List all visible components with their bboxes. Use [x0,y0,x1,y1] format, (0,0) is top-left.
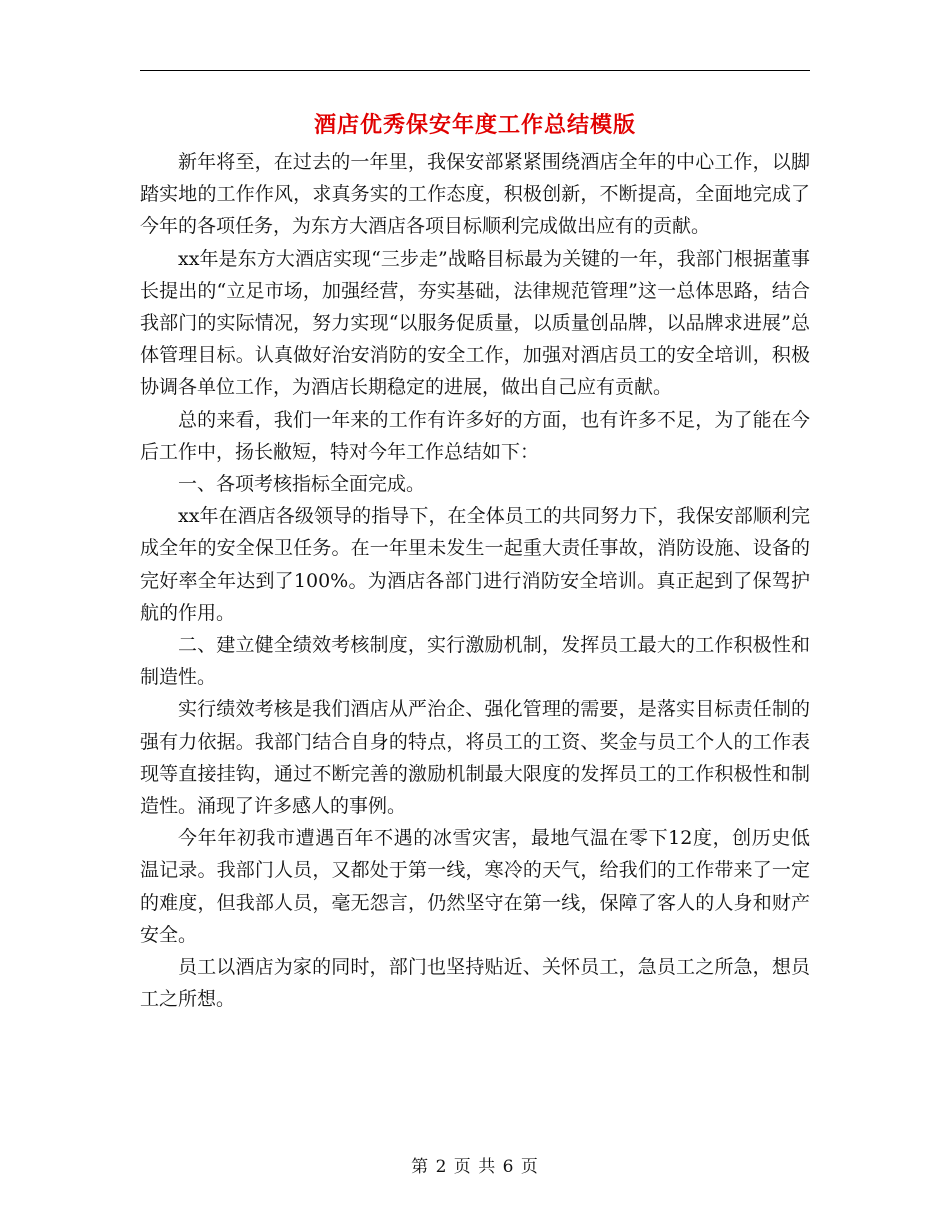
section-heading: 二、建立健全绩效考核制度，实行激励机制，发挥员工最大的工作积极性和制造性。 [140,634,810,689]
page-number-footer: 第 2 页 共 6 页 [411,1157,539,1177]
paragraph: 实行绩效考核是我们酒店从严治企、强化管理的需要，是落实目标责任制的强有力依据。我部门结合自身的特点，将员工的工资、奖金与员工个人的工作表现等直接挂钩，通过不断完善的激励机制最大限度的发挥员工的工作积极性和制造性。涌现了许多感人的事例。 [140,698,810,818]
document-body [140,146,810,1015]
paragraph: 新年将至，在过去的一年里，我保安部紧紧围绕酒店全年的中心工作，以脚踏实地的工作作风，求真务实的工作态度，积极创新，不断提高，全面地完成了今年的各项任务，为东方大酒店各项目标顺利完成做出应有的贡献。 [140,151,810,238]
paragraph: xx年是东方大酒店实现“三步走”战略目标最为关键的一年，我部门根据董事长提出的“立足市场，加强经营，夯实基础，法律规范管理”这一总体思路，结合我部门的实际情况，努力实现“以服务促质量，以质量创品牌，以品牌求进展”总体管理目标。认真做好治安消防的安全工作，加强对酒店员工的安全培训，积极协调各单位工作，为酒店长期稳定的进展，做出自己应有贡献。 [140,247,810,399]
section-heading: 一、各项考核指标全面完成。 [178,473,426,496]
paragraph: 总的来看，我们一年来的工作有许多好的方面，也有许多不足，为了能在今后工作中，扬长敝短，特对今年工作总结如下： [140,408,810,463]
document-title: 酒店优秀保安年度工作总结模版 [313,112,636,138]
paragraph: 员工以酒店为家的同时，部门也坚持贴近、关怀员工，急员工之所急，想员工之所想。 [140,956,810,1011]
paragraph: 今年年初我市遭遇百年不遇的冰雪灾害，最地气温在零下12度，创历史低温记录。我部门人员，又都处于第一线，寒冷的天气，给我们的工作带来了一定的难度，但我部人员，毫无怨言，仍然坚守在第一线，保障了客人的人身和财产安全。 [140,827,810,946]
header-rule [140,70,810,71]
paragraph: xx年在酒店各级领导的指导下，在全体员工的共同努力下，我保安部顺利完成全年的安全保卫任务。在一年里未发生一起重大责任事故，消防设施、设备的完好率全年达到了100%。为酒店各部门进行消防安全培训。真正起到了保驾护航的作用。 [140,505,810,624]
